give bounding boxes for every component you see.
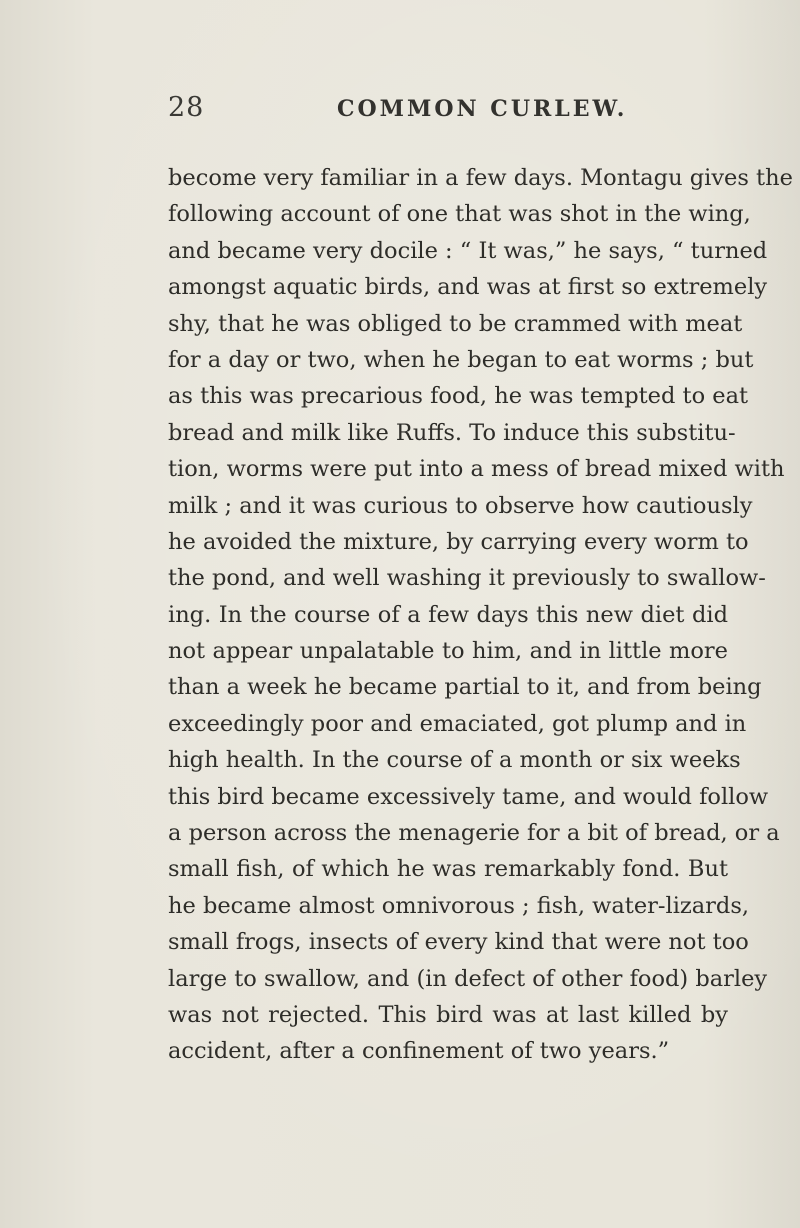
page-number: 28: [168, 92, 205, 123]
text-line: bread and milk like Ruffs. To induce this substitu-: [168, 419, 736, 446]
running-head: COMMON CURLEW.: [337, 96, 628, 122]
text-line: milk ; and it was curious to observe how cautiously: [168, 492, 753, 519]
text-line: exceedingly poor and emaciated, got plump and in: [168, 710, 747, 737]
text-line: for a day or two, when he began to eat worms ; but: [168, 346, 754, 373]
text-line: small frogs, insects of every kind that were not too: [168, 929, 749, 956]
text-line: not appear unpalatable to him, and in little more: [168, 638, 728, 665]
text-line: as this was precarious food, he was tempted to eat: [168, 383, 749, 410]
text-line: and became very docile : “ It was,” he says, “ turned: [168, 237, 768, 264]
text-line: small fish, of which he was remarkably fond. But: [168, 856, 728, 883]
text-line: tion, worms were put into a mess of bread mixed with: [168, 456, 785, 483]
text-line: become very familiar in a few days. Montagu gives the: [168, 165, 793, 191]
text-line: high health. In the course of a month or six weeks: [168, 747, 741, 774]
text-line: ing. In the course of a few days this new diet did: [168, 601, 728, 628]
text-line: was not rejected. This bird was at last killed by: [168, 1001, 728, 1028]
body-text: [168, 160, 793, 1070]
text-line: accident, after a confinement of two years.”: [168, 1038, 670, 1065]
text-line: he became almost omnivorous ; fish, water-lizards,: [168, 892, 750, 919]
text-line: the pond, and well washing it previously to swallow-: [168, 565, 766, 592]
text-line: than a week he became partial to it, and from being: [168, 674, 762, 701]
text-line: amongst aquatic birds, and was at first so extremely: [168, 274, 768, 301]
text-line: a person across the menagerie for a bit of bread, or a: [168, 820, 780, 847]
page-header: [168, 92, 728, 132]
text-line: following account of one that was shot in the wing,: [168, 201, 751, 228]
text-line: this bird became excessively tame, and would follow: [168, 783, 769, 810]
text-line: shy, that he was obliged to be crammed with meat: [168, 310, 743, 337]
text-line: he avoided the mixture, by carrying every worm to: [168, 528, 749, 555]
text-line: large to swallow, and (in defect of other food) barley: [168, 965, 768, 992]
